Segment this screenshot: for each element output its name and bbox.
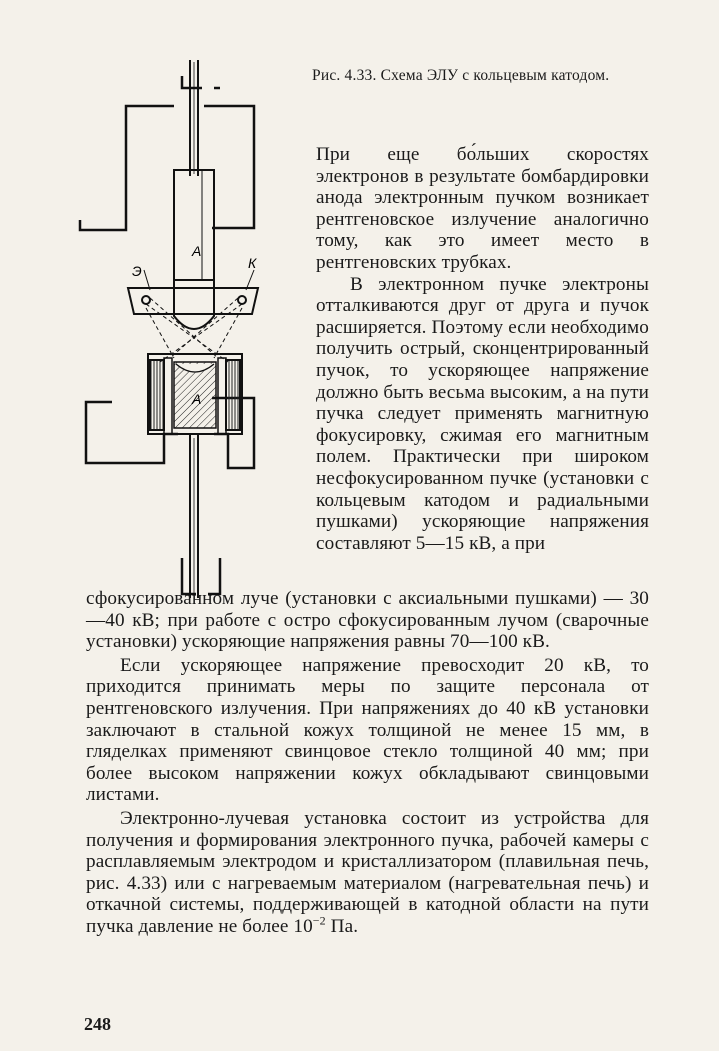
paragraph-4-main: Электронно-лучевая установка состоит из устройства для получения и формирования электронного пучка, рабочей камеры с расплавляемым электродом и кристаллизатором (плавильная печь, рис. 4.33) или с нагреваемым материалом (нагревательная печь) и откачной системы, поддерживающей в катодной области на пути пучка давление не более 10 [86, 807, 649, 937]
paragraph-4-tail: Па. [325, 915, 359, 937]
pressure-exponent: −2 [312, 913, 326, 928]
page-number: 248 [84, 1014, 111, 1034]
emitter-label: Э [132, 263, 142, 279]
chamber-wall [80, 76, 254, 594]
narrow-text-column [316, 144, 649, 554]
paragraph-2-continued: сфокусированном луче (установки с аксиальными пушками) — 30—40 кВ; при работе с остро сфокусированным лучом (сварочные установки) ускоряющие напряжения равны 70—100 кВ. [86, 588, 649, 653]
figure-caption: Рис. 4.33. Схема ЭЛУ с кольцевым катодом. [312, 67, 610, 84]
paragraph-3: Если ускоряющее напряжение превосходит 20 кВ, то приходится принимать меры по защите персонала от рентгеновского излучения. При напряжениях до 40 кВ установки заключают в стальной кожух толщиной не менее 15 мм, в гляделках применяют свинцовое стекло толщиной 40 мм; при более высоком напряжении кожух обкладывают свинцовыми листами. [86, 654, 649, 806]
paragraph-1: При еще бо́льших скоростях электронов в результате бомбардировки анода электронным пучком возникает рентгеновское излучение аналогично тому, как это имеет место в рентгеновских трубках. [316, 144, 649, 273]
wide-text-column [86, 588, 649, 938]
anode-label-bottom: А [192, 391, 202, 407]
anode-label-top: А [192, 243, 202, 259]
lower-rod [190, 434, 198, 598]
paragraph-2-narrow: В электронном пучке электроны отталкиваются друг от друга и пучок расширяется. Поэтому если необходимо получить острый, сконцентрированный пучок, то ускоряющее напряжение должно быть весьма высоким, а на пути пучка следует применять магнитную фокусировку, сжимая его магнитным полем. Практически при широком несфокусированном пучке (установки с кольцевым катодом и радиальными пушками) ускоряющие напряжения составляют 5—15 кВ, а при [316, 273, 649, 554]
cathode-label: К [248, 255, 257, 271]
elu-ring-cathode-diagram [78, 58, 318, 618]
paragraph-4 [86, 808, 649, 938]
